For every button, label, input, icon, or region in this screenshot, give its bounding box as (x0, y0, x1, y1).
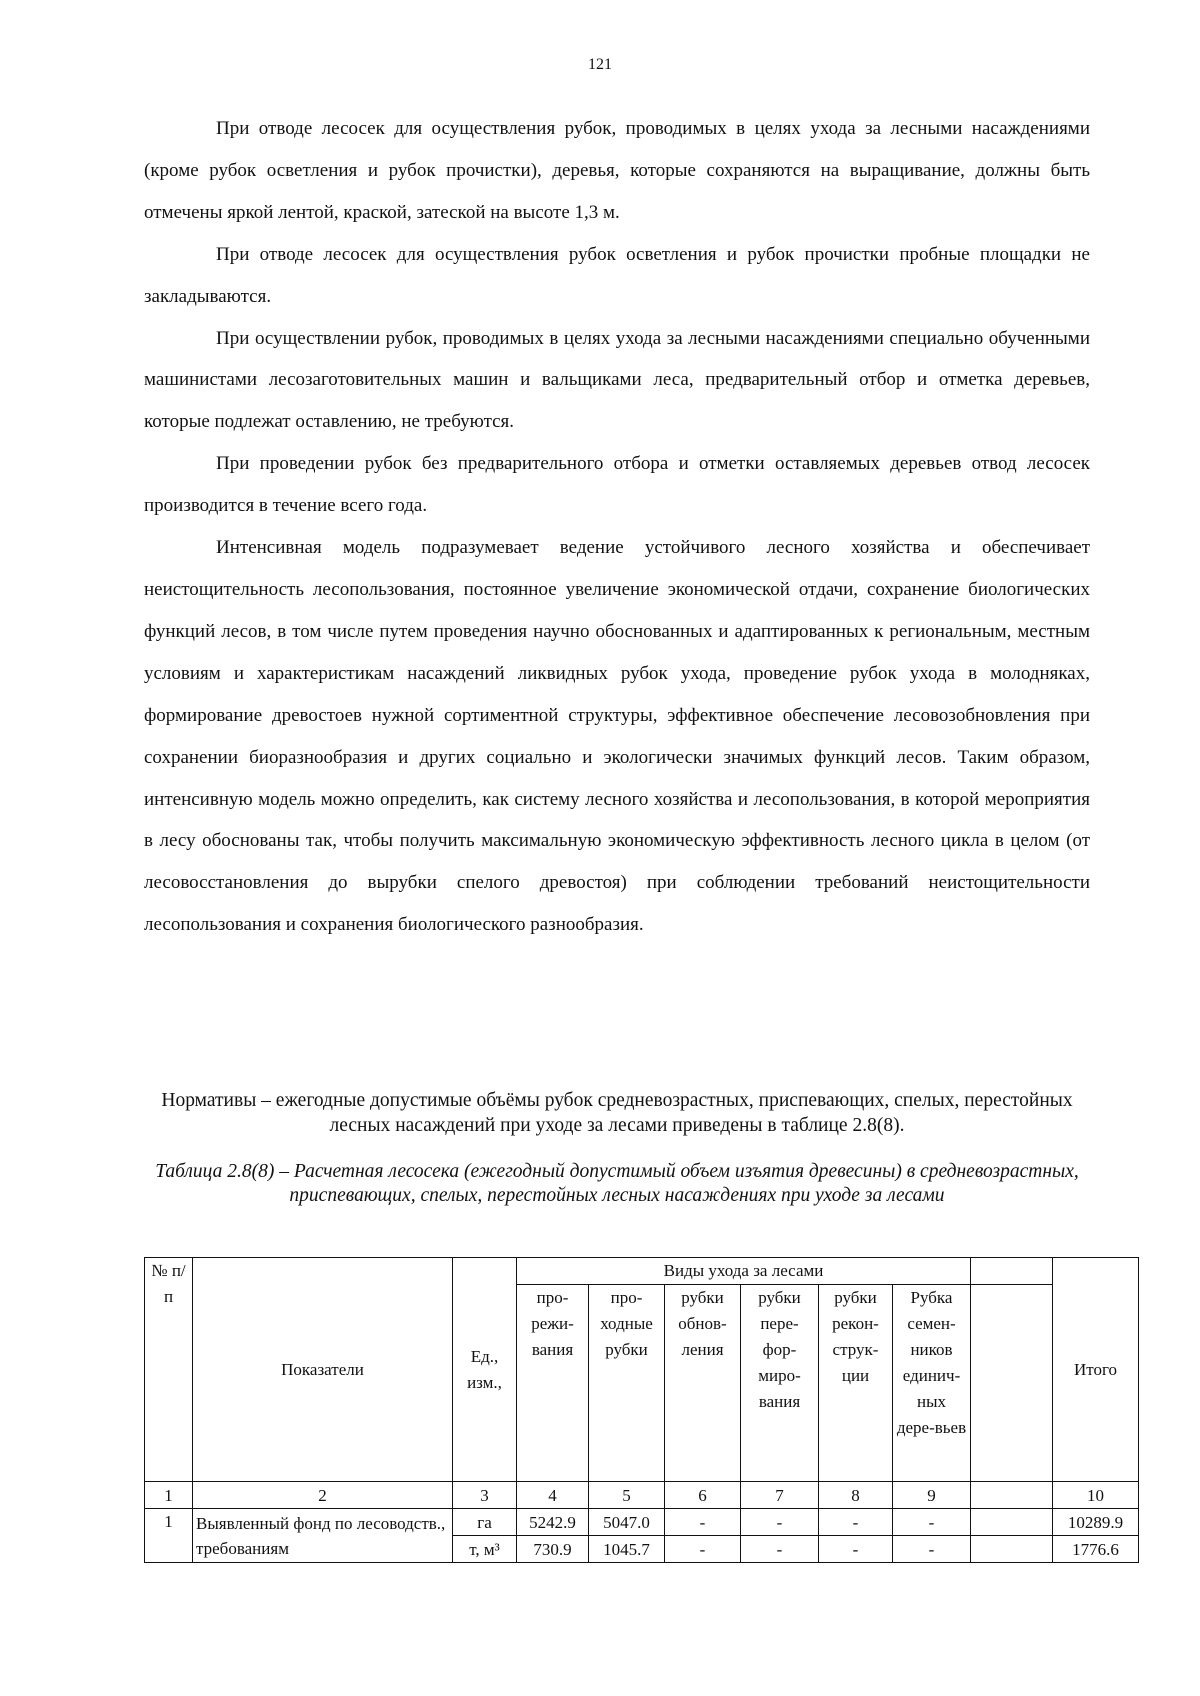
row-indicator: Выявленный фонд по лесоводств., требованиям (193, 1509, 453, 1563)
header-care-types: Виды ухода за лесами (517, 1258, 971, 1285)
header-indicators: Показатели (193, 1258, 453, 1482)
paragraph: При отводе лесосек для осуществления рубок осветления и рубок прочистки пробные площадки не закладываются. (144, 243, 1090, 307)
paragraph: При осуществлении рубок, проводимых в целях ухода за лесными насаждениями специально обученными машинистами лесозаготовительных машин и вальщиками леса, предварительный отбор и отметка деревьев, которые подлежат оставлению, не требуются. (144, 327, 1090, 433)
column-number: 5 (589, 1482, 665, 1509)
header-forming: рубки пере-фор-миро-вания (741, 1285, 819, 1482)
cell-value: - (893, 1509, 971, 1536)
cell-value: - (819, 1536, 893, 1563)
header-unit: Ед., изм., (453, 1258, 517, 1482)
cell-total: 10289.9 (1053, 1509, 1139, 1536)
paragraph: Интенсивная модель подразумевает ведение устойчивого лесного хозяйства и обеспечивает неистощительность лесопользования, постоянное увеличение экономической отдачи, сохранение биологических функций лесов, в том числе путем проведения научно обоснованных и адаптированных к региональным, местным условиям и характеристикам насаждений ликвидных рубок ухода, проведение рубок ухода в молодняках, формирование древостоев нужной сортиментной структуры, эффективное обеспечение лесовозобновления при сохранении биоразнообразия и других социально и экологически значимых функций лесов. Таким образом, интенсивную модель можно определить, как систему лесного хозяйства и лесопользования, в которой мероприятия в лесу обоснованы так, чтобы получить максимальную экономическую эффективность лесного цикла в целом (от лесовосстановления до вырубки спелого древостоя) при соблюдении требований неистощительности лесопользования и сохранения биологического разнообразия. (144, 537, 1090, 936)
table-row (145, 1509, 1139, 1536)
header-single-tree: Рубка семен-ников единич-ных дере-вьев (893, 1285, 971, 1482)
cell-value: - (665, 1536, 741, 1563)
column-number-empty (971, 1482, 1053, 1509)
column-number: 8 (819, 1482, 893, 1509)
table-caption: Таблица 2.8(8) – Расчетная лесосека (ежегодный допустимый объем изъятия древесины) в средневозрастных, приспевающих, спелых, перестойных лесных насаждениях при уходе за лесами (155, 1161, 1079, 1206)
cell-total: 1776.6 (1053, 1536, 1139, 1563)
row-unit: га (453, 1509, 517, 1536)
cell-value: - (665, 1509, 741, 1536)
row-unit: т, м³ (453, 1536, 517, 1563)
header-passage: про-ходные рубки (589, 1285, 665, 1482)
cell-value: - (893, 1536, 971, 1563)
cell-value: 5242.9 (517, 1509, 589, 1536)
cell-value: 5047.0 (589, 1509, 665, 1536)
data-table (144, 1257, 1139, 1563)
paragraph: При проведении рубок без предварительного отбора и отметки оставляемых деревьев отвод лесосек производится в течение всего года. (144, 453, 1090, 517)
header-renewal: рубки обнов-ления (665, 1285, 741, 1482)
paragraph: При отводе лесосек для осуществления рубок, проводимых в целях ухода за лесными насаждениями (кроме рубок осветления и рубок прочистки), деревья, которые сохраняются на выращивание, должны быть отмечены яркой лентой, краской, затеской на высоте 1,3 м. (144, 118, 1090, 223)
page-number: 121 (588, 56, 612, 73)
header-empty (971, 1285, 1053, 1482)
row-num: 1 (145, 1509, 193, 1563)
column-number: 1 (145, 1482, 193, 1509)
cell-value (971, 1509, 1053, 1536)
cell-value: 1045.7 (589, 1536, 665, 1563)
column-number: 2 (193, 1482, 453, 1509)
cell-value (971, 1536, 1053, 1563)
body-text (144, 108, 1090, 946)
column-number: 7 (741, 1482, 819, 1509)
column-number: 9 (893, 1482, 971, 1509)
column-number: 4 (517, 1482, 589, 1509)
cell-value: - (741, 1536, 819, 1563)
column-number: 6 (665, 1482, 741, 1509)
cell-value: - (819, 1509, 893, 1536)
header-reconstruction: рубки рекон-струк-ции (819, 1285, 893, 1482)
header-thinning: про-режи-вания (517, 1285, 589, 1482)
column-number: 3 (453, 1482, 517, 1509)
header-num: № п/п (145, 1258, 193, 1482)
header-empty (971, 1258, 1053, 1285)
column-number-row (145, 1482, 1139, 1509)
cell-value: - (741, 1509, 819, 1536)
header-row (145, 1258, 1139, 1285)
column-number: 10 (1053, 1482, 1139, 1509)
norm-paragraph: Нормативы – ежегодные допустимые объёмы рубок средневозрастных, приспевающих, спелых, перестойных лесных насаждений при уходе за лесами приведены в таблице 2.8(8). (161, 1090, 1073, 1136)
cell-value: 730.9 (517, 1536, 589, 1563)
header-total: Итого (1053, 1258, 1139, 1482)
